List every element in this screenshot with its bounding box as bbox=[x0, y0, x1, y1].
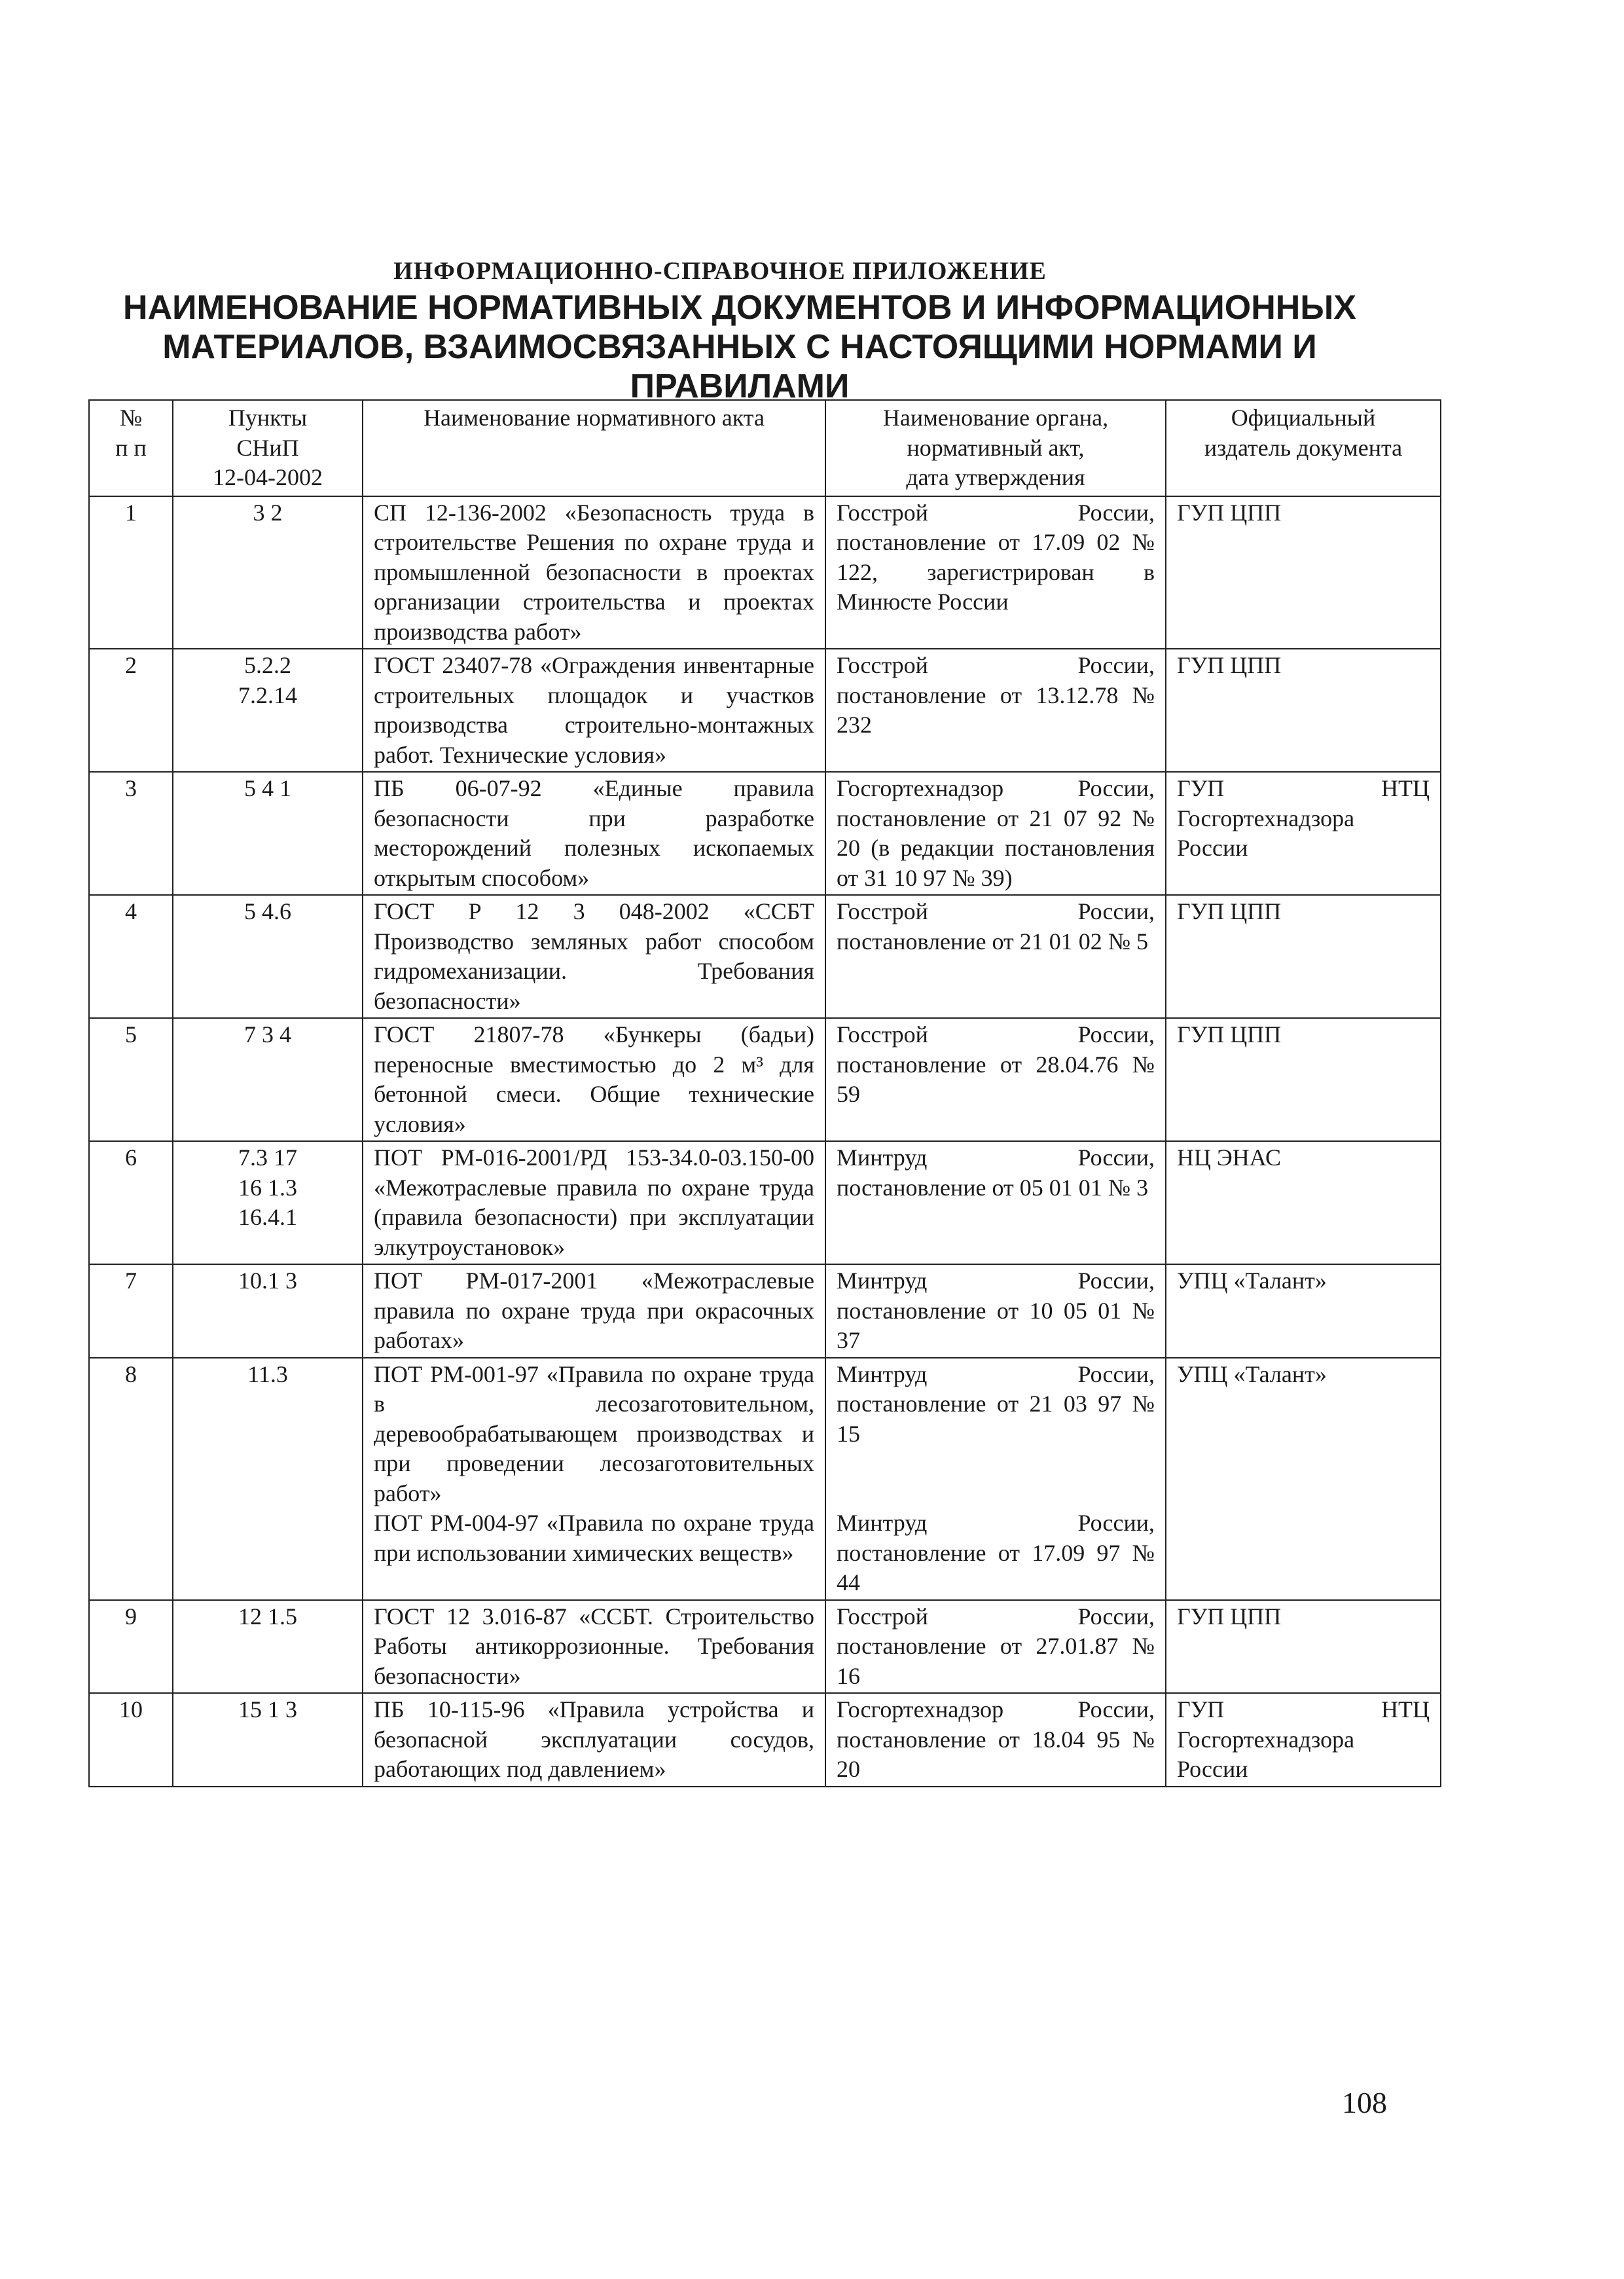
official-publisher: ГУП ЦПП bbox=[1166, 649, 1441, 772]
row-number: 4 bbox=[89, 895, 173, 1018]
title-line: ПРАВИЛАМИ bbox=[630, 367, 850, 405]
official-publisher: ГУП ЦПП bbox=[1166, 895, 1441, 1018]
row-number: 9 bbox=[89, 1600, 173, 1694]
authority-text: Минтруд России, постановление от 21 03 97 № 15 bbox=[837, 1360, 1155, 1447]
snip-point: 11.3 bbox=[247, 1360, 288, 1387]
normative-act bbox=[363, 1600, 825, 1694]
table-row bbox=[89, 496, 1441, 649]
snip-point: 16.4.1 bbox=[238, 1204, 297, 1230]
table-body bbox=[89, 496, 1441, 1787]
snip-point: 10.1 3 bbox=[238, 1267, 297, 1294]
act-text: ПОТ РМ-016-2001/РД 153-34.0-03.150-00 «Межотраслевые правила по охране труда (правила безопасности) при эксплуатации элкутроустановок» bbox=[374, 1144, 814, 1260]
normative-act bbox=[363, 496, 825, 649]
authority-text: Госстрой России, постановление от 17.09 02 № 122, зарегистрирован в Минюсте России bbox=[837, 499, 1155, 615]
table-row bbox=[89, 1141, 1441, 1264]
snip-points bbox=[173, 1018, 363, 1141]
issuing-authority bbox=[825, 1141, 1166, 1264]
snip-point: 15 1 3 bbox=[238, 1696, 297, 1723]
issuing-authority bbox=[825, 1264, 1166, 1358]
act-text: ГОСТ Р 12 3 048-2002 «ССБТ Производство земляных работ способом гидромеханизации. Требования безопасности» bbox=[374, 898, 814, 1014]
table-row bbox=[89, 649, 1441, 772]
act-text: ГОСТ 21807-78 «Бункеры (бадьи) переносные вместимостью до 2 м³ для бетонной смеси. Общие технические условия» bbox=[374, 1021, 814, 1137]
column-header-publisher: Официальный издатель документа bbox=[1166, 400, 1441, 496]
official-publisher: ГУП НТЦ Госгортехнадзора России bbox=[1166, 1693, 1441, 1787]
issuing-authority bbox=[825, 895, 1166, 1018]
normative-act bbox=[363, 895, 825, 1018]
normative-act bbox=[363, 1693, 825, 1787]
table-row bbox=[89, 1600, 1441, 1694]
issuing-authority bbox=[825, 1358, 1166, 1600]
normative-act bbox=[363, 772, 825, 895]
snip-points bbox=[173, 1358, 363, 1600]
snip-point: 5.2.2 bbox=[244, 652, 291, 678]
act-text: ГОСТ 23407-78 «Ограждения инвентарные строительных площадок и участков производства строительно-монтажных работ. Технические условия» bbox=[374, 652, 814, 768]
act-text: ПОТ РМ-017-2001 «Межотраслевые правила по охране труда при окрасочных работах» bbox=[374, 1267, 814, 1353]
authority-text: Госстрой России, постановление от 21 01 02 № 5 bbox=[837, 898, 1155, 955]
row-number: 1 bbox=[89, 496, 173, 649]
issuing-authority bbox=[825, 649, 1166, 772]
act-text: ПБ 06-07-92 «Единые правила безопасности при разработке месторождений полезных ископаемых открытым способом» bbox=[374, 775, 814, 891]
authority-text: Госстрой России, постановление от 27.01.87 № 16 bbox=[837, 1603, 1155, 1689]
row-number: 10 bbox=[89, 1693, 173, 1787]
table-row bbox=[89, 1018, 1441, 1141]
issuing-authority bbox=[825, 496, 1166, 649]
issuing-authority bbox=[825, 772, 1166, 895]
table-row bbox=[89, 1358, 1441, 1600]
snip-point: 12 1.5 bbox=[238, 1603, 297, 1630]
authority-text: Минтруд России, постановление от 05 01 01 № 3 bbox=[837, 1144, 1155, 1201]
snip-points bbox=[173, 1600, 363, 1694]
title-line: МАТЕРИАЛОВ, ВЗАИМОСВЯЗАННЫХ С НАСТОЯЩИМИ НОРМАМИ И bbox=[162, 328, 1317, 366]
snip-points bbox=[173, 772, 363, 895]
official-publisher: ГУП ЦПП bbox=[1166, 496, 1441, 649]
row-number: 2 bbox=[89, 649, 173, 772]
column-header-number: № п п bbox=[89, 400, 173, 496]
appendix-subtitle: ИНФОРМАЦИОННО-СПРАВОЧНОЕ ПРИЛОЖЕНИЕ bbox=[393, 257, 1047, 285]
snip-points bbox=[173, 1264, 363, 1358]
snip-point: 7.3 17 bbox=[238, 1144, 297, 1171]
normative-act bbox=[363, 1141, 825, 1264]
normative-act bbox=[363, 1018, 825, 1141]
official-publisher: ГУП ЦПП bbox=[1166, 1018, 1441, 1141]
snip-points bbox=[173, 1693, 363, 1787]
official-publisher: ГУП ЦПП bbox=[1166, 1600, 1441, 1694]
official-publisher: УПЦ «Талант» bbox=[1166, 1358, 1441, 1600]
authority-text: Госстрой России, постановление от 13.12.78 № 232 bbox=[837, 652, 1155, 738]
official-publisher: НЦ ЭНАС bbox=[1166, 1141, 1441, 1264]
normative-act bbox=[363, 1264, 825, 1358]
column-header-authority: Наименование органа, нормативный акт, дата утверждения bbox=[825, 400, 1166, 496]
row-number: 8 bbox=[89, 1358, 173, 1600]
act-text: ГОСТ 12 3.016-87 «ССБТ. Строительство Работы антикоррозионные. Требования безопасности» bbox=[374, 1603, 814, 1689]
document-title bbox=[85, 288, 1394, 406]
row-number: 7 bbox=[89, 1264, 173, 1358]
issuing-authority bbox=[825, 1693, 1166, 1787]
table-header-row bbox=[89, 400, 1441, 496]
snip-point: 16 1.3 bbox=[238, 1174, 297, 1201]
authority-text: Госстрой России, постановление от 28.04.76 № 59 bbox=[837, 1021, 1155, 1107]
page-number: 108 bbox=[1342, 2086, 1387, 2119]
row-number: 3 bbox=[89, 772, 173, 895]
issuing-authority bbox=[825, 1600, 1166, 1694]
normative-act bbox=[363, 649, 825, 772]
authority-text: Минтруд России, постановление от 17.09 97 № 44 bbox=[837, 1510, 1155, 1595]
table-row bbox=[89, 772, 1441, 895]
authority-text: Минтруд России, постановление от 10 05 01 № 37 bbox=[837, 1267, 1155, 1353]
authority-text: Госгортехнадзор России, постановление от 21 07 92 № 20 (в редакции постановления от 31 10 97 № 39) bbox=[837, 775, 1155, 891]
act-text: СП 12-136-2002 «Безопасность труда в строительстве Решения по охране труда и промышленной безопасности в проектах организации строительства и проектах производства работ» bbox=[374, 499, 814, 645]
column-header-points: Пункты СНиП 12-04-2002 bbox=[173, 400, 363, 496]
issuing-authority bbox=[825, 1018, 1166, 1141]
official-publisher: ГУП НТЦ Госгортехнадзора России bbox=[1166, 772, 1441, 895]
snip-points bbox=[173, 496, 363, 649]
act-text: ПБ 10-115-96 «Правила устройства и безопасной эксплуатации сосудов, работающих под давлением» bbox=[374, 1696, 814, 1782]
column-header-act: Наименование нормативного акта bbox=[363, 400, 825, 496]
row-number: 6 bbox=[89, 1141, 173, 1264]
snip-points bbox=[173, 895, 363, 1018]
snip-point: 7 3 4 bbox=[244, 1021, 291, 1048]
authority-text: Госгортехнадзор России, постановление от 18.04 95 № 20 bbox=[837, 1696, 1155, 1782]
normative-act bbox=[363, 1358, 825, 1600]
documents-table bbox=[88, 399, 1441, 1787]
act-text: ПОТ РМ-001-97 «Правила по охране труда в лесозаготовительном, деревообрабатывающем производствах и при проведении лесозаготовительных работ» bbox=[374, 1360, 814, 1506]
snip-point: 5 4.6 bbox=[244, 898, 291, 924]
snip-point: 7.2.14 bbox=[238, 682, 297, 708]
act-text: ПОТ РМ-004-97 «Правила по охране труда при использовании химических веществ» bbox=[374, 1510, 814, 1566]
title-line: НАИМЕНОВАНИЕ НОРМАТИВНЫХ ДОКУМЕНТОВ И ИНФОРМАЦИОННЫХ bbox=[123, 289, 1356, 327]
snip-point: 5 4 1 bbox=[244, 775, 291, 801]
table-row bbox=[89, 1693, 1441, 1787]
row-number: 5 bbox=[89, 1018, 173, 1141]
table-row bbox=[89, 1264, 1441, 1358]
snip-points bbox=[173, 649, 363, 772]
table-row bbox=[89, 895, 1441, 1018]
snip-points bbox=[173, 1141, 363, 1264]
snip-point: 3 2 bbox=[253, 499, 283, 526]
official-publisher: УПЦ «Талант» bbox=[1166, 1264, 1441, 1358]
